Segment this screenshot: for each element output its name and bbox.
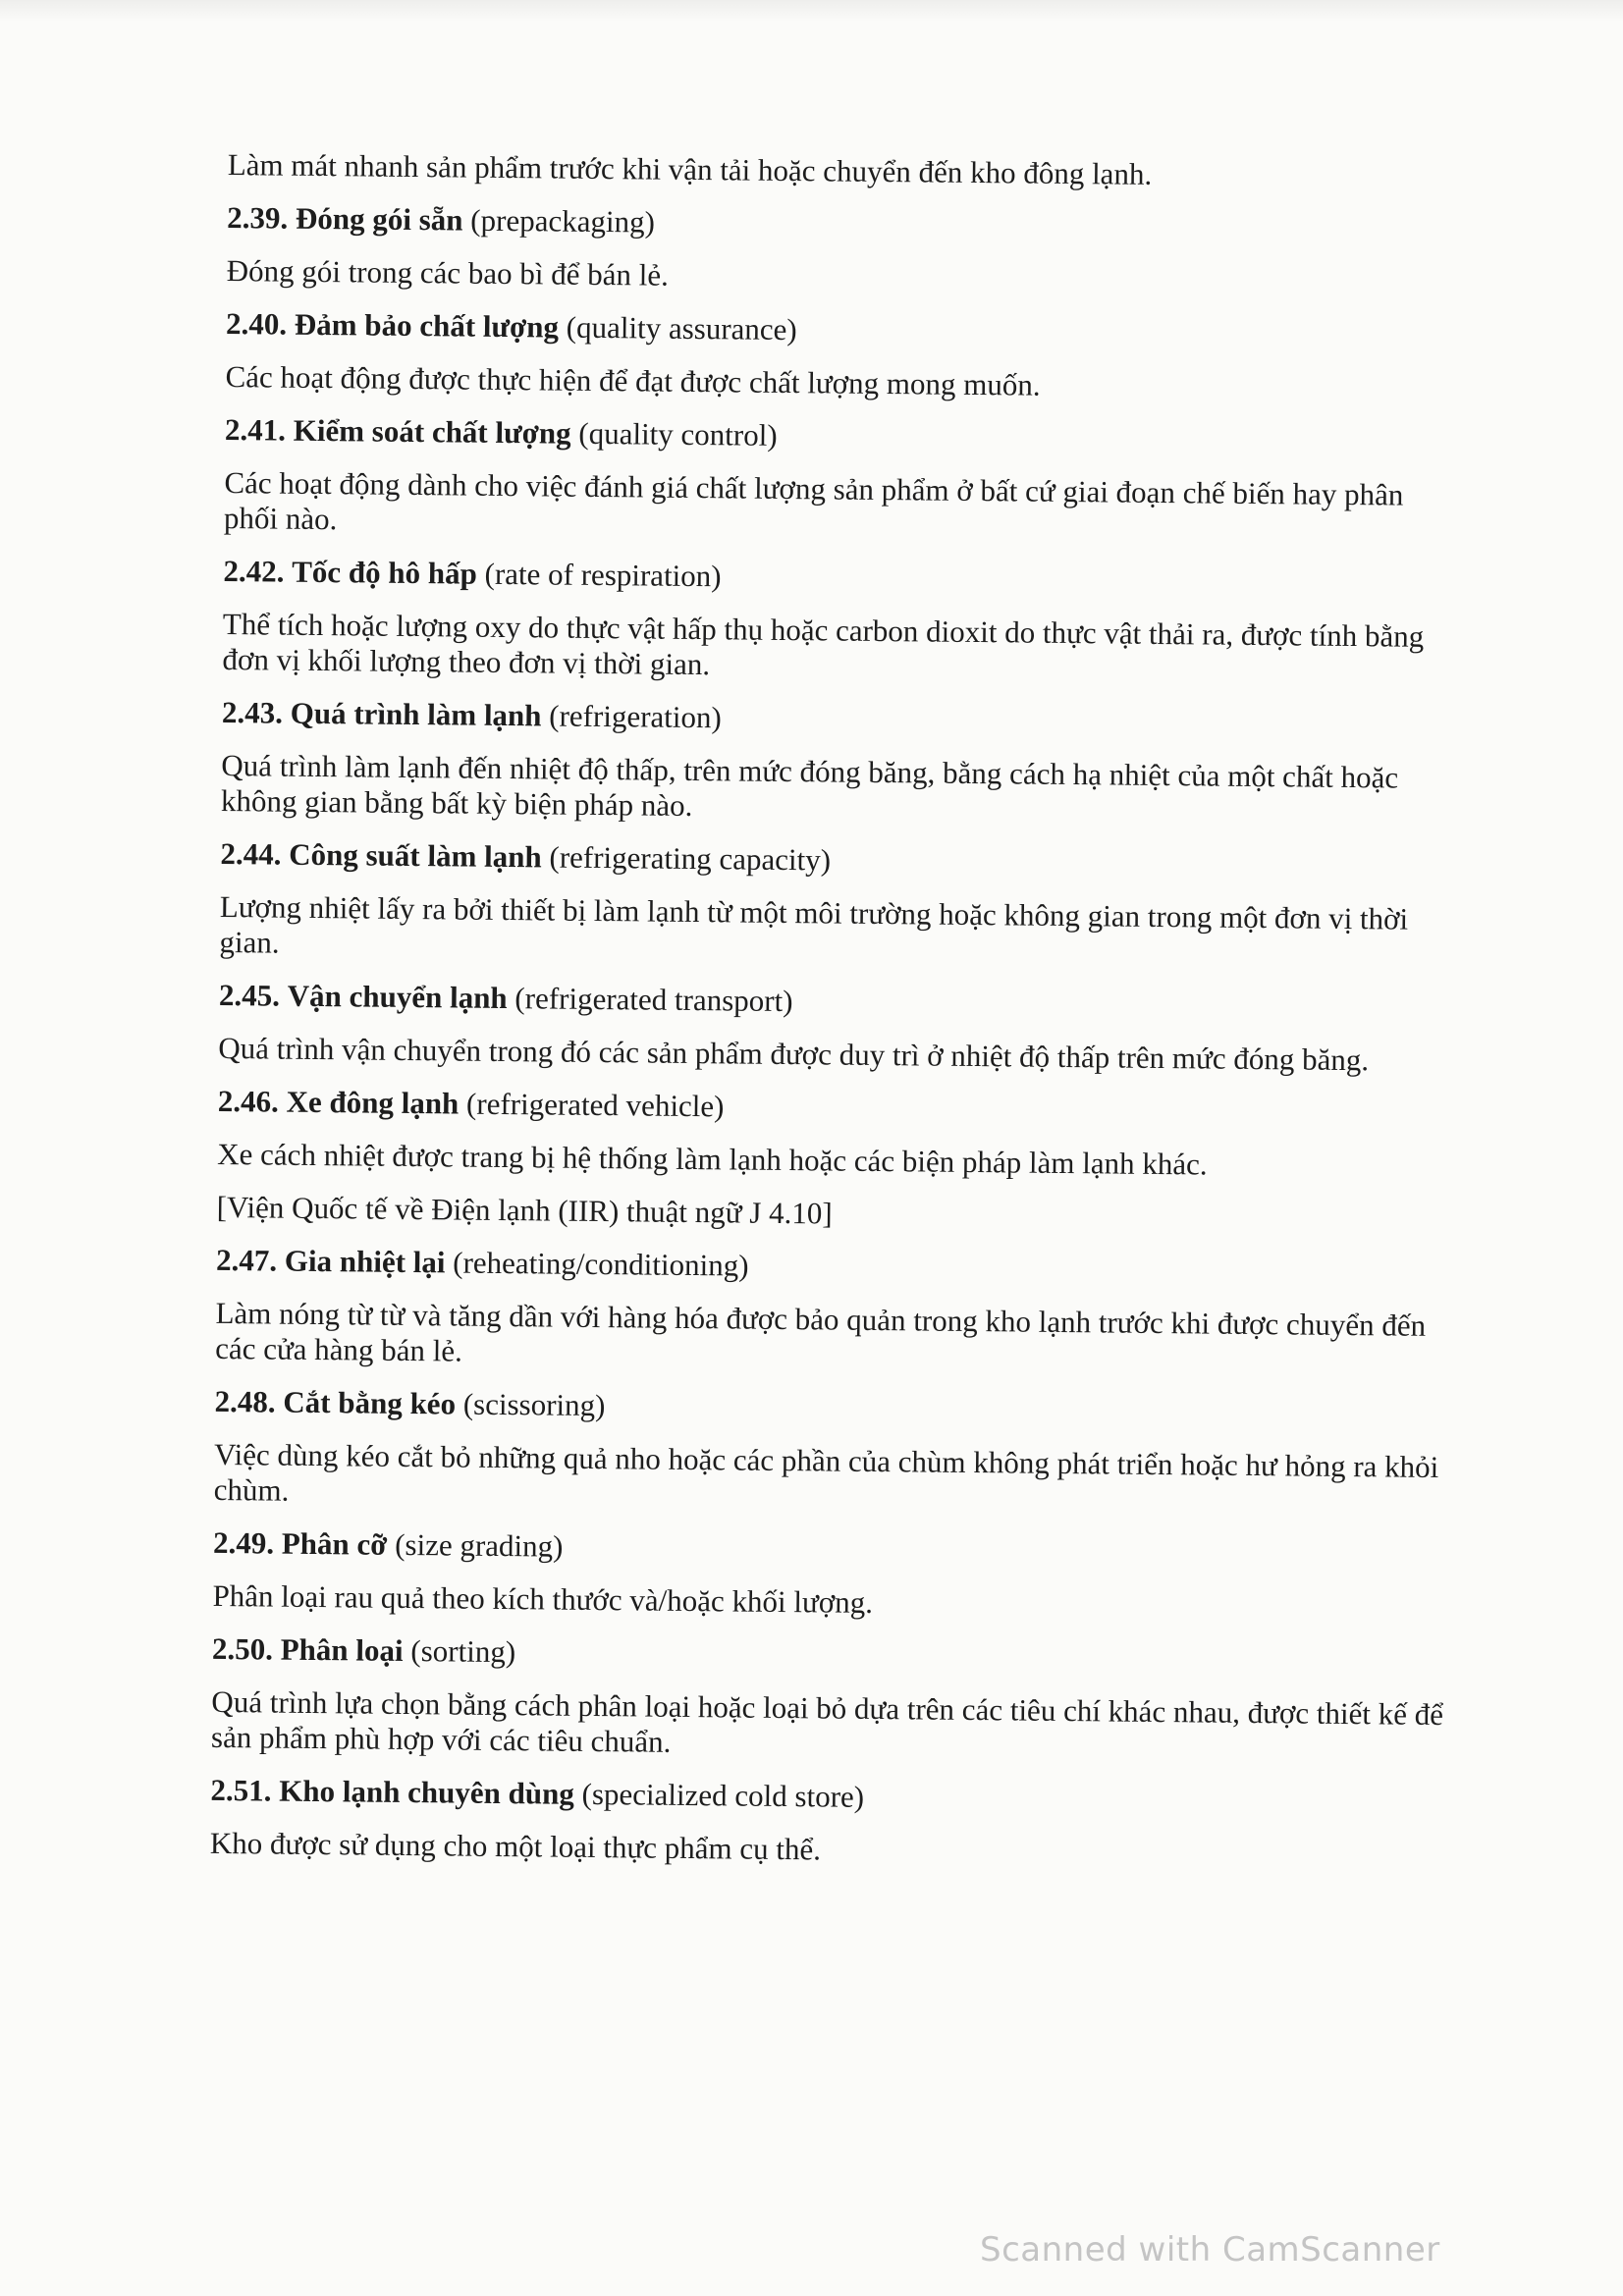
entry-term: Vận chuyển lạnh bbox=[287, 978, 508, 1016]
entry-english-term: (prepackaging) bbox=[470, 202, 656, 240]
glossary-entries bbox=[210, 200, 1465, 1874]
entry-number: 2.42. bbox=[223, 553, 285, 589]
scan-edge-shadow bbox=[0, 0, 1623, 22]
entry-definition: Đóng gói trong các bao bì để bán lẻ. bbox=[226, 252, 670, 293]
entry-definition: Các hoạt động dành cho việc đánh giá chất lượng sản phẩm ở bất cứ giai đoạn chế biến hay phân phối nào. bbox=[223, 464, 1404, 537]
entry-english-term: (scissoring) bbox=[462, 1386, 606, 1423]
entry-heading bbox=[223, 554, 1460, 602]
entry-definition: Quá trình làm lạnh đến nhiệt độ thấp, trên mức đóng băng, bằng cách hạ nhiệt của một chất hoặc không gian bằng bất kỳ biện pháp nào. bbox=[220, 747, 1399, 823]
entry-term: Kiểm soát chất lượng bbox=[293, 412, 571, 451]
entry-heading bbox=[212, 1631, 1449, 1680]
entry-heading bbox=[219, 978, 1456, 1026]
entry-term: Đóng gói sẵn bbox=[295, 200, 463, 238]
entry-english-term: (reheating/conditioning) bbox=[453, 1245, 749, 1283]
entry-number: 2.44. bbox=[220, 835, 282, 872]
entry-number: 2.46. bbox=[217, 1083, 280, 1119]
entry-term: Quá trình làm lạnh bbox=[290, 695, 542, 733]
entry-number: 2.51. bbox=[210, 1772, 272, 1808]
entry-heading bbox=[214, 1384, 1451, 1432]
entry-term: Gia nhiệt lại bbox=[284, 1243, 446, 1280]
entry-heading bbox=[210, 1773, 1447, 1821]
entry-heading bbox=[216, 1243, 1453, 1291]
entry-number: 2.49. bbox=[212, 1524, 275, 1561]
entry-english-term: (specialized cold store) bbox=[581, 1776, 865, 1814]
entry-number: 2.50. bbox=[211, 1630, 274, 1667]
entry-heading bbox=[225, 412, 1462, 460]
entry-definition: Quá trình vận chuyển trong đó các sản phẩm được duy trì ở nhiệt độ thấp trên mức đóng băng. bbox=[218, 1030, 1370, 1078]
entry-heading bbox=[213, 1525, 1450, 1574]
entry-term: Cắt bằng kéo bbox=[283, 1384, 457, 1421]
entry-term: Công suất làm lạnh bbox=[289, 836, 542, 875]
entry-term: Phân loại bbox=[280, 1631, 404, 1668]
document-body bbox=[210, 147, 1465, 1892]
entry-heading bbox=[220, 836, 1457, 884]
entry-english-term: (refrigerated vehicle) bbox=[465, 1086, 725, 1124]
entry-number: 2.45. bbox=[218, 977, 281, 1013]
entry-english-term: (quality assurance) bbox=[566, 309, 797, 347]
entry-english-term: (rate of respiration) bbox=[484, 556, 722, 594]
entry-number: 2.41. bbox=[224, 411, 287, 448]
entry-number: 2.47. bbox=[215, 1242, 278, 1278]
entry-number: 2.48. bbox=[214, 1383, 276, 1419]
entry-english-term: (refrigerated transport) bbox=[514, 981, 793, 1019]
entry-heading bbox=[222, 695, 1459, 743]
entry-definition: Xe cách nhiệt được trang bị hệ thống làm lạnh hoặc các biện pháp làm lạnh khác. bbox=[217, 1136, 1208, 1182]
entry-number: 2.43. bbox=[221, 694, 284, 730]
entry-english-term: (refrigeration) bbox=[549, 698, 723, 735]
entry-term: Phân cỡ bbox=[281, 1525, 388, 1562]
entry-heading bbox=[227, 200, 1464, 248]
entry-definition: Lượng nhiệt lấy ra bởi thiết bị làm lạnh từ một môi trường hoặc không gian trong một đơn vị thời gian. bbox=[219, 888, 1409, 960]
entry-number: 2.40. bbox=[225, 305, 288, 342]
intro-paragraph: Làm mát nhanh sản phẩm trước khi vận tải hoặc chuyển đến kho đông lạnh. bbox=[227, 147, 1153, 191]
entry-definition: [Viện Quốc tế về Điện lạnh (IIR) thuật ngữ J 4.10] bbox=[216, 1189, 833, 1231]
entry-definition: Phân loại rau quả theo kích thước và/hoặc khối lượng. bbox=[212, 1577, 874, 1620]
entry-term: Kho lạnh chuyên dùng bbox=[279, 1773, 575, 1811]
entry-english-term: (refrigerating capacity) bbox=[549, 839, 832, 878]
entry-number: 2.39. bbox=[227, 199, 289, 236]
entry-definition: Làm nóng từ từ và tăng dần với hàng hóa được bảo quản trong kho lạnh trước khi được chuyển đến các cửa hàng bán lẻ. bbox=[215, 1295, 1427, 1368]
entry-definition: Kho được sử dụng cho một loại thực phẩm cụ thể. bbox=[209, 1825, 822, 1867]
entry-definition: Các hoạt động được thực hiện để đạt được chất lượng mong muốn. bbox=[225, 358, 1041, 402]
entry-term: Xe đông lạnh bbox=[286, 1084, 460, 1121]
entry-english-term: (quality control) bbox=[578, 415, 778, 453]
entry-english-term: (size grading) bbox=[395, 1526, 564, 1564]
entry-term: Đảm bảo chất lượng bbox=[294, 306, 560, 345]
entry-heading bbox=[226, 306, 1463, 354]
entry-english-term: (sorting) bbox=[410, 1633, 516, 1670]
camscanner-watermark: Scanned with CamScanner bbox=[980, 2230, 1440, 2269]
entry-term: Tốc độ hô hấp bbox=[292, 554, 478, 591]
entry-definition: Thể tích hoặc lượng oxy do thực vật hấp thụ hoặc carbon dioxit do thực vật thải ra, được tính bằng đơn vị khối lượng theo đơn vị thời gian. bbox=[222, 606, 1425, 682]
entry-heading bbox=[218, 1084, 1455, 1132]
entry-definition: Việc dùng kéo cắt bỏ những quả nho hoặc các phần của chùm không phát triển hoặc hư hỏng ra khỏi chùm. bbox=[213, 1436, 1439, 1508]
entry-definition: Quá trình lựa chọn bằng cách phân loại hoặc loại bỏ dựa trên các tiêu chí khác nhau, được thiết kế để sản phẩm phù hợp với các tiêu chuẩn. bbox=[210, 1683, 1444, 1759]
